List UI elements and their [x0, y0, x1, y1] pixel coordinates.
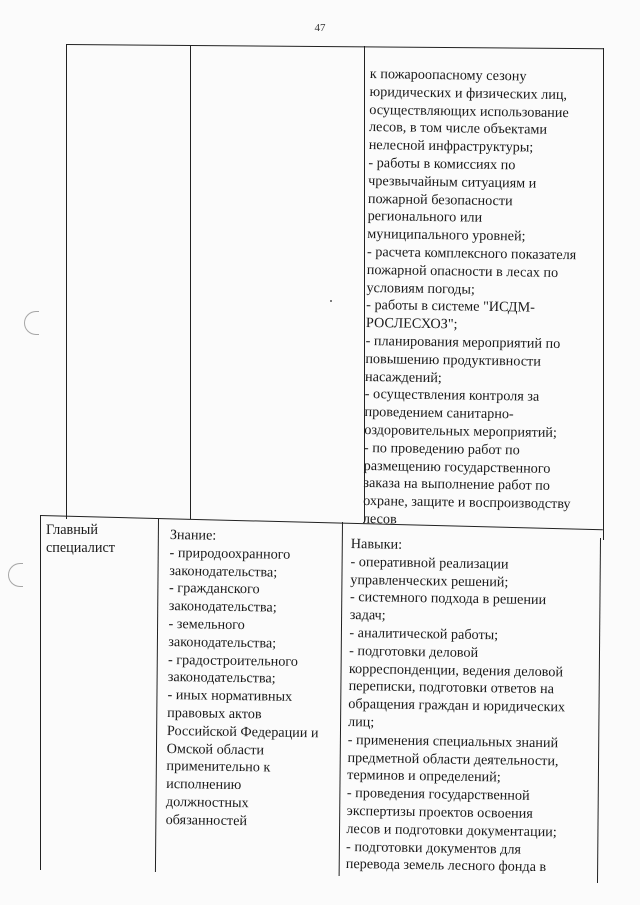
column-divider-1-top [190, 46, 191, 519]
page-number: 47 [314, 22, 326, 34]
top-right-cell-text: к пожароопасному сезону юридических и физических лиц, осуществляющих использование лесов, в том числе объектами нелесной инфраструктуры; - работы в комиссиях по чрезвычайным ситуациям и пожарной безопасности регионального или муниципального уровней; - расчета комплексного показателя пожарной опасности в лесах по условиям погоды; - работы в системе "ИСДМ- РОСЛЕСХОЗ"; - планирования мероприятий по повышению продуктивности насаждений; - осуществления контроля за проведением санитарно- оздоровительных мероприятий; - по проведению работ по размещению государственного заказа на выполнение работ по охране, защите и воспроизводству лесов [362, 66, 577, 528]
knowledge-requirements: Знание: - природоохранного законодательства; - гражданского законодательства; - земельного законодательства; - градостроительного законодательства; - иных нормативных правовых актов Российской Федерации и Омской области применительно к исполнению должностных обязанностей [165, 527, 319, 829]
skills-requirements: Навыки: - оперативной реализации управленческих решений; - системного подхода в решении задач; - аналитической работы; - подготовки деловой корреспонденции, ведения деловой переписки, подготовки ответов на обращения граждан и юридических лиц; - применения специальных знаний предметной области деятельности, терминов и определений; - проведения государственной экспертизы проектов освоения лесов и подготовки документации; - подготовки документов для перевода земель лесного фонда в [345, 536, 566, 876]
position-title: Главный специалист [46, 522, 115, 556]
bottom-left-border [40, 515, 41, 870]
column-divider-1-bottom [155, 519, 159, 872]
table-left-border [66, 44, 67, 519]
table-top-border [66, 44, 604, 50]
scan-speck [330, 300, 332, 302]
